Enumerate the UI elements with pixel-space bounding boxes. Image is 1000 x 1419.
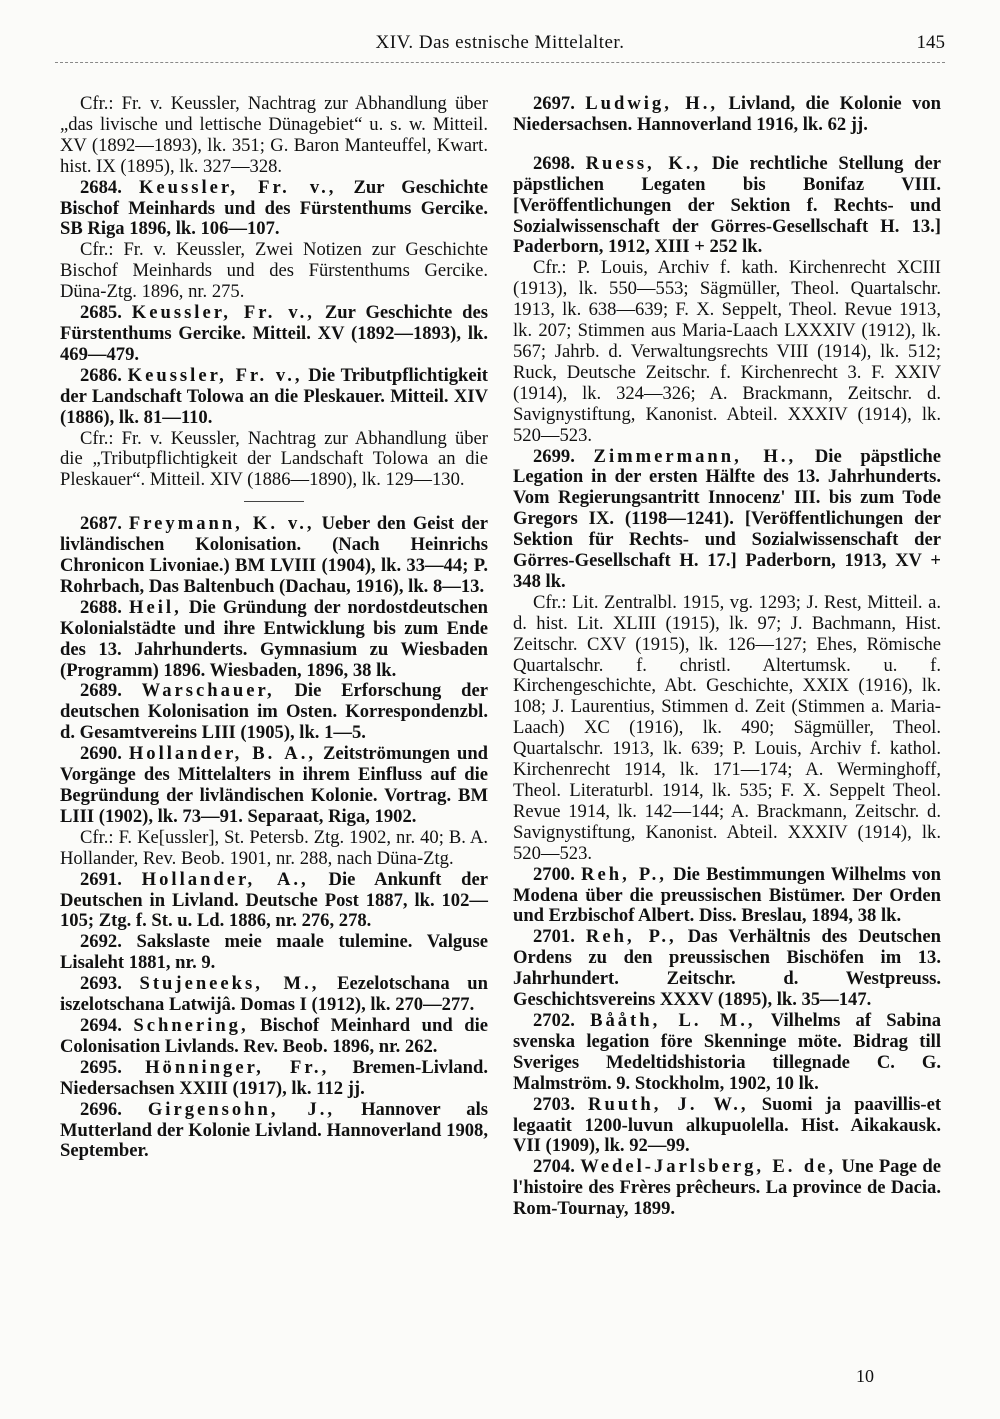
entry-author: Warschauer, xyxy=(141,680,275,702)
signature-mark: 10 xyxy=(856,1366,874,1386)
entry-title: Die rechtliche Stellung der päpstlichen Legaten bis Bonifaz VIII. [Veröffentlichungen der Sektion f. Rechts- und Sozialwissenschaft der Görres-Gesellschaft H. 13.] Paderborn, 1912, XIII + 252 lk. xyxy=(513,152,941,258)
bibliography-entry xyxy=(60,1100,488,1163)
section-separator xyxy=(244,501,304,502)
entry-title: Die Gründung der nordostdeutschen Kolonialstädte und ihre Entwicklung bis zum Ende des 13. Jahrhunderts. Gymnasium zu Wiesbaden (Programm) 1896. Wiesbaden, 1896, 38 lk. xyxy=(60,596,488,681)
entry-title: Hannover als Mutterland der Kolonie Livland. Hannoverland 1908, September. xyxy=(60,1098,488,1162)
entry-title: Bremen-Livland. Niedersachsen XXIII (1917), lk. 112 jj. xyxy=(60,1056,488,1099)
entry-number: 2691. xyxy=(80,868,122,890)
entry-title: Das Verhältnis des Deutschen Ordens zu den preussischen Bischöfen im 13. Jahrhundert. Zeitschr. d. Westpreuss. Geschichtsvereins XXXV (1895), lk. 35—147. xyxy=(513,926,941,1011)
entry-author: Freymann, K. v., xyxy=(128,513,315,535)
entry-author: Schnering, xyxy=(133,1014,249,1036)
bibliography-entry xyxy=(60,598,488,682)
page-header xyxy=(55,30,945,60)
bibliography-entry xyxy=(513,927,941,1011)
entry-number: 2692. xyxy=(80,931,122,953)
bibliography-entry xyxy=(60,514,488,598)
entry-number: 2686. xyxy=(80,364,122,386)
entry-number: 2688. xyxy=(80,596,122,618)
entry-number: 2685. xyxy=(80,302,122,324)
bibliography-entry xyxy=(513,865,941,928)
reference-note: Cfr.: Fr. v. Keussler, Nachtrag zur Abhandlung über „das livische und lettische Dünagebiet“ u. s. w. Mitteil. XV (1892—1893), lk. 351; G. Baron Manteuffel, Kwart. hist. IX (1895), lk. 327—328. xyxy=(60,93,488,177)
reference-note: Cfr.: Fr. v. Keussler, Nachtrag zur Abhandlung über die „Tributpflichtigkeit der Landschaft Tolowa an die Pleskauer“. Mitteil. XIV (1886—1890), lk. 129—130. xyxy=(60,427,488,491)
entry-author: Keussler, Fr. v., xyxy=(131,302,315,324)
entry-number: 2684. xyxy=(80,176,122,198)
entry-title: Livland, die Kolonie von Niedersachsen. Hannoverland 1916, lk. 62 jj. xyxy=(513,93,941,135)
bibliography-entry xyxy=(513,447,941,593)
bibliography-entry xyxy=(513,1095,941,1158)
bibliography-entry xyxy=(513,154,941,259)
entry-title: Die Ankunft der Deutschen in Livland. Deutsche Post 1887, lk. 102—105; Ztg. f. St. u. Ld. 1886, nr. 276, 278. xyxy=(60,868,489,932)
bibliography-entry xyxy=(60,366,488,429)
right-column xyxy=(513,94,941,1220)
entry-author: Heil, xyxy=(129,596,182,618)
reference-note: Cfr.: F. Ke[ussler], St. Petersb. Ztg. 1902, nr. 40; B. A. Hollander, Rev. Beob. 1901, nr. 288, nach Düna-Ztg. xyxy=(60,826,488,869)
entry-title: Eezelotschana un iszelotschana Latwijâ. Domas I (1912), lk. 270—277. xyxy=(60,973,488,1016)
entry-title: Die Erforschung der deutschen Kolonisation im Osten. Korrespondenzbl. d. Gesamtvereins LIII (1905), lk. 1—5. xyxy=(60,680,488,744)
entry-author: Hönninger, Fr., xyxy=(145,1056,330,1078)
entry-number: 2700. xyxy=(533,863,575,885)
entry-author: Stujeneeks, M., xyxy=(139,973,320,995)
entry-author: Bååth, L. M., xyxy=(590,1009,756,1031)
entry-number: 2693. xyxy=(80,973,122,995)
entry-title: Zeitströmungen und Vorgänge des Mittelalters in ihrem Einfluss auf die Begründung der livländischen Kolonie. Vortrag. BM LIII (1902), lk. 73—91. Separaat, Riga, 1902. xyxy=(60,743,488,827)
entry-title: Bischof Meinhard und die Colonisation Livlands. Rev. Beob. 1896, nr. 262. xyxy=(60,1014,488,1057)
bibliography-entry xyxy=(513,1157,941,1220)
reference-note: Cfr.: P. Louis, Archiv f. kath. Kirchenrecht XCIII (1913), lk. 550—553; Sägmüller, Theol. Quartalschr. 1913, lk. 638—639; F. X. Seppelt, Theol. Revue 1913, lk. 207; Stimmen aus Maria-Laach LXXXIV (1912), lk. 567; Jahrb. d. Verwaltungsrechts VIII (1914), lk. 512; Ruck, Deutsche Zeitschr. f. Kirchenrecht 3. F. XXIV (1914), lk. 324—326; A. Brackmann, Zeitschr. d. Savignystiftung, Kanonist. Abteil. XXXIV (1914), lk. 520—523. xyxy=(513,257,941,446)
entry-number: 2695. xyxy=(80,1056,122,1078)
entry-title: Vilhelms af Sabina svenska legation före Skenninge möte. Bidrag till Sveriges Medeltidshistoria tillegnade C. G. Malmström. 9. Stockholm, 1902, 10 lk. xyxy=(513,1009,942,1094)
entry-number: 2696. xyxy=(80,1098,122,1120)
entry-author: Girgensohn, J., xyxy=(147,1098,336,1120)
entry-number: 2704. xyxy=(533,1156,575,1178)
bibliography-entry xyxy=(60,744,488,828)
bibliography-entry xyxy=(513,94,941,136)
entry-author: Ruuth, J. W., xyxy=(588,1093,749,1115)
entry-title: Die Bestimmungen Wilhelms von Modena über die preussischen Bistümer. Der Orden und Erzbischof Albert. Diss. Breslau, 1894, 38 lk. xyxy=(513,863,941,927)
entry-number: 2697. xyxy=(533,93,575,114)
chapter-title: XIV. Das estnische Mittelalter. xyxy=(375,32,625,53)
entry-title: Die Tributpflichtigkeit der Landschaft Tolowa an die Pleskauer. Mitteil. XIV (1886), lk. 81—110. xyxy=(60,364,488,428)
entry-number: 2702. xyxy=(533,1009,575,1031)
entry-title: Die päpstliche Legation in der ersten Hälfte des 13. Jahrhunderts. Vom Regierungsantritt Innocenz' III. bis zum Tode Gregors IX. (1198—1241). [Veröffentlichungen der Sektion für Rechts- und Sozialwissenschaft der Görres-Gesellschaft H. 17.] Paderborn, 1913, XV + 348 lk. xyxy=(513,445,941,592)
entry-author: Reh, P., xyxy=(585,926,677,948)
bibliography-entry xyxy=(60,1058,488,1100)
spacer xyxy=(513,136,941,154)
entry-author: Keussler, Fr. v., xyxy=(127,364,303,386)
entry-title: Une Page de l'histoire des Frères prêcheurs. La province de Dacia. Rom-Tournay, 1899. xyxy=(513,1156,941,1220)
entry-author: Keussler, Fr. v., xyxy=(138,176,337,198)
bibliography-entry xyxy=(60,870,488,933)
entry-title: Suomi ja paavillis‑et legaatit 1200-luvun alkupuolella. Hist. Aikakausk. VII (1909), lk. 92—99. xyxy=(513,1093,942,1157)
bibliography-entry xyxy=(60,303,488,366)
page-number: 145 xyxy=(916,32,945,53)
entry-number: 2699. xyxy=(533,445,575,467)
entry-number: 2687. xyxy=(80,513,122,535)
entry-author: Reh, P., xyxy=(581,863,667,885)
bibliography-entry xyxy=(513,1011,941,1095)
header-rule xyxy=(55,62,945,64)
entry-author: Ludwig, H., xyxy=(585,93,719,114)
entry-number: 2701. xyxy=(533,926,575,948)
reference-note: Cfr.: Lit. Zentralbl. 1915, vg. 1293; J. Rest, Mitteil. a. d. hist. Lit. XLIII (1915), lk. 97; J. Bachmann, Hist. Zeitschr. CXV (1915), lk. 126—127; Ehes, Römische Quartalschr. f. christl. Altertumsk. u. f. Kirchengeschichte, Abt. Geschichte, XXIX (1916), lk. 108; J. Laurentius, Stimmen d. Zeit (Stimmen a. Maria-Laach) XC (1916), lk. 490; Sägmüller, Theol. Quartalschr. 1913, lk. 639; P. Louis, Archiv f. kathol. Kirchenrecht 1914, lk. 171—174; A. Werminghoff, Theol. Literaturbl. 1914, lk. 535; F. X. Seppelt Theol. Revue 1914, lk. 142—144; A. Brackmann, Zeitschr. d. Savignystiftung, Kanonist. Abteil. XXXIV (1914), lk. 520—523. xyxy=(513,591,941,864)
entry-number: 2698. xyxy=(533,152,575,174)
entry-author: Ruess, K., xyxy=(585,152,702,174)
entry-author: Hollander, B. A., xyxy=(128,743,316,765)
bibliography-entry xyxy=(60,1016,488,1058)
reference-note: Cfr.: Fr. v. Keussler, Zwei Notizen zur Geschichte Bischof Meinhards und des Fürstenthums Gercike. Düna-Ztg. 1896, nr. 275. xyxy=(60,239,488,303)
entry-title: Zur Geschichte Bischof Meinhards und des Fürstenthums Gercike. SB Riga 1896, lk. 106—107. xyxy=(60,176,488,240)
entry-author: Zimmermann, H., xyxy=(593,445,797,467)
left-column xyxy=(60,94,488,1162)
entry-title: Sakslaste meie maale tulemine. Valguse Lisaleht 1881, nr. 9. xyxy=(60,931,489,974)
bibliography-entry xyxy=(60,681,488,744)
entry-number: 2690. xyxy=(80,743,122,765)
bibliography-entry xyxy=(60,178,488,241)
entry-number: 2694. xyxy=(80,1014,122,1036)
entry-title: Zur Geschichte des Fürstenthums Gercike. Mitteil. XV (1892—1893), lk. 469—479. xyxy=(60,302,488,365)
bibliography-entry xyxy=(60,974,488,1016)
entry-number: 2703. xyxy=(533,1093,575,1115)
bibliography-entry xyxy=(60,932,488,974)
entry-title: Ueber den Geist der livländischen Kolonisation. (Nach Heinrichs Chronicon Livoniae.) BM LVIII (1904), lk. 33—44; P. Rohrbach, Das Baltenbuch (Dachau, 1916), lk. 8—13. xyxy=(60,513,489,597)
entry-author: Hollander, A., xyxy=(141,868,309,890)
entry-number: 2689. xyxy=(80,680,122,702)
entry-author: Wedel-Jarlsberg, E. de, xyxy=(580,1156,837,1178)
